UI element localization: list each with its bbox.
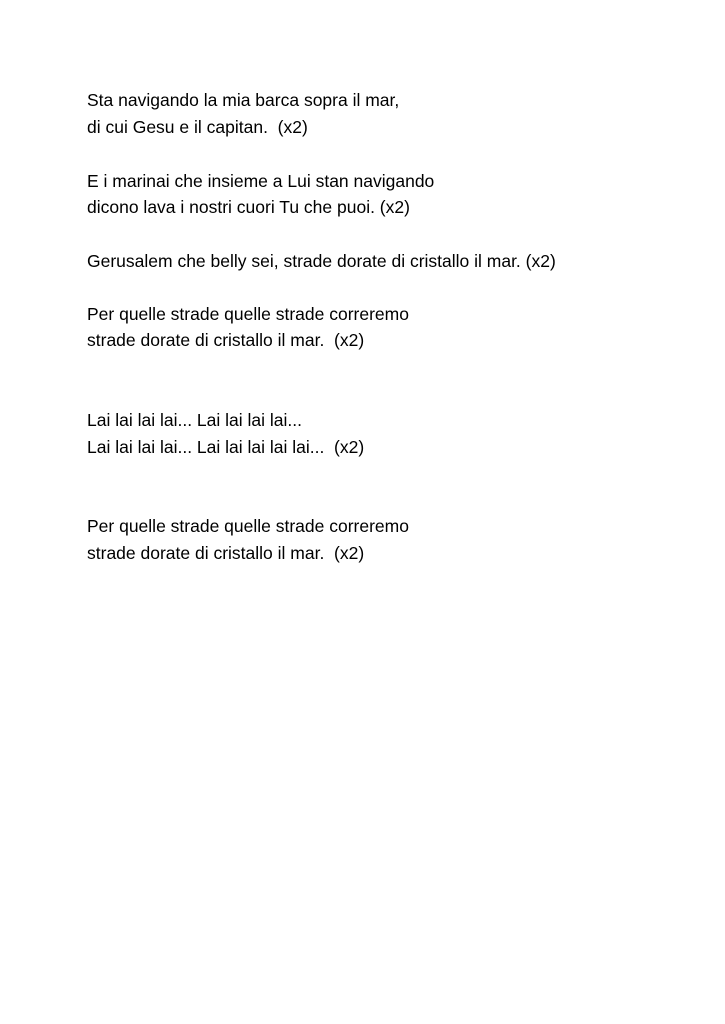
lyric-line: Lai lai lai lai... Lai lai lai lai...: [87, 410, 302, 430]
lyric-line: Sta navigando la mia barca sopra il mar,: [87, 90, 400, 110]
lyric-line: E i marinai che insieme a Lui stan navigando: [87, 171, 435, 191]
lyric-line: Per quelle strade quelle strade correremo: [87, 516, 409, 536]
lyric-line: Gerusalem che belly sei, strade dorate di cristallo il mar. (x2): [87, 251, 556, 271]
lyric-line: Lai lai lai lai... Lai lai lai lai lai... (x2): [87, 437, 365, 457]
lyric-line: di cui Gesu e il capitan. (x2): [87, 117, 308, 137]
lyric-line: dicono lava i nostri cuori Tu che puoi. (x2): [87, 197, 410, 217]
lyric-line: strade dorate di cristallo il mar. (x2): [87, 330, 365, 350]
lyric-line: strade dorate di cristallo il mar. (x2): [87, 543, 365, 563]
lyric-line: Per quelle strade quelle strade correremo: [87, 304, 409, 324]
